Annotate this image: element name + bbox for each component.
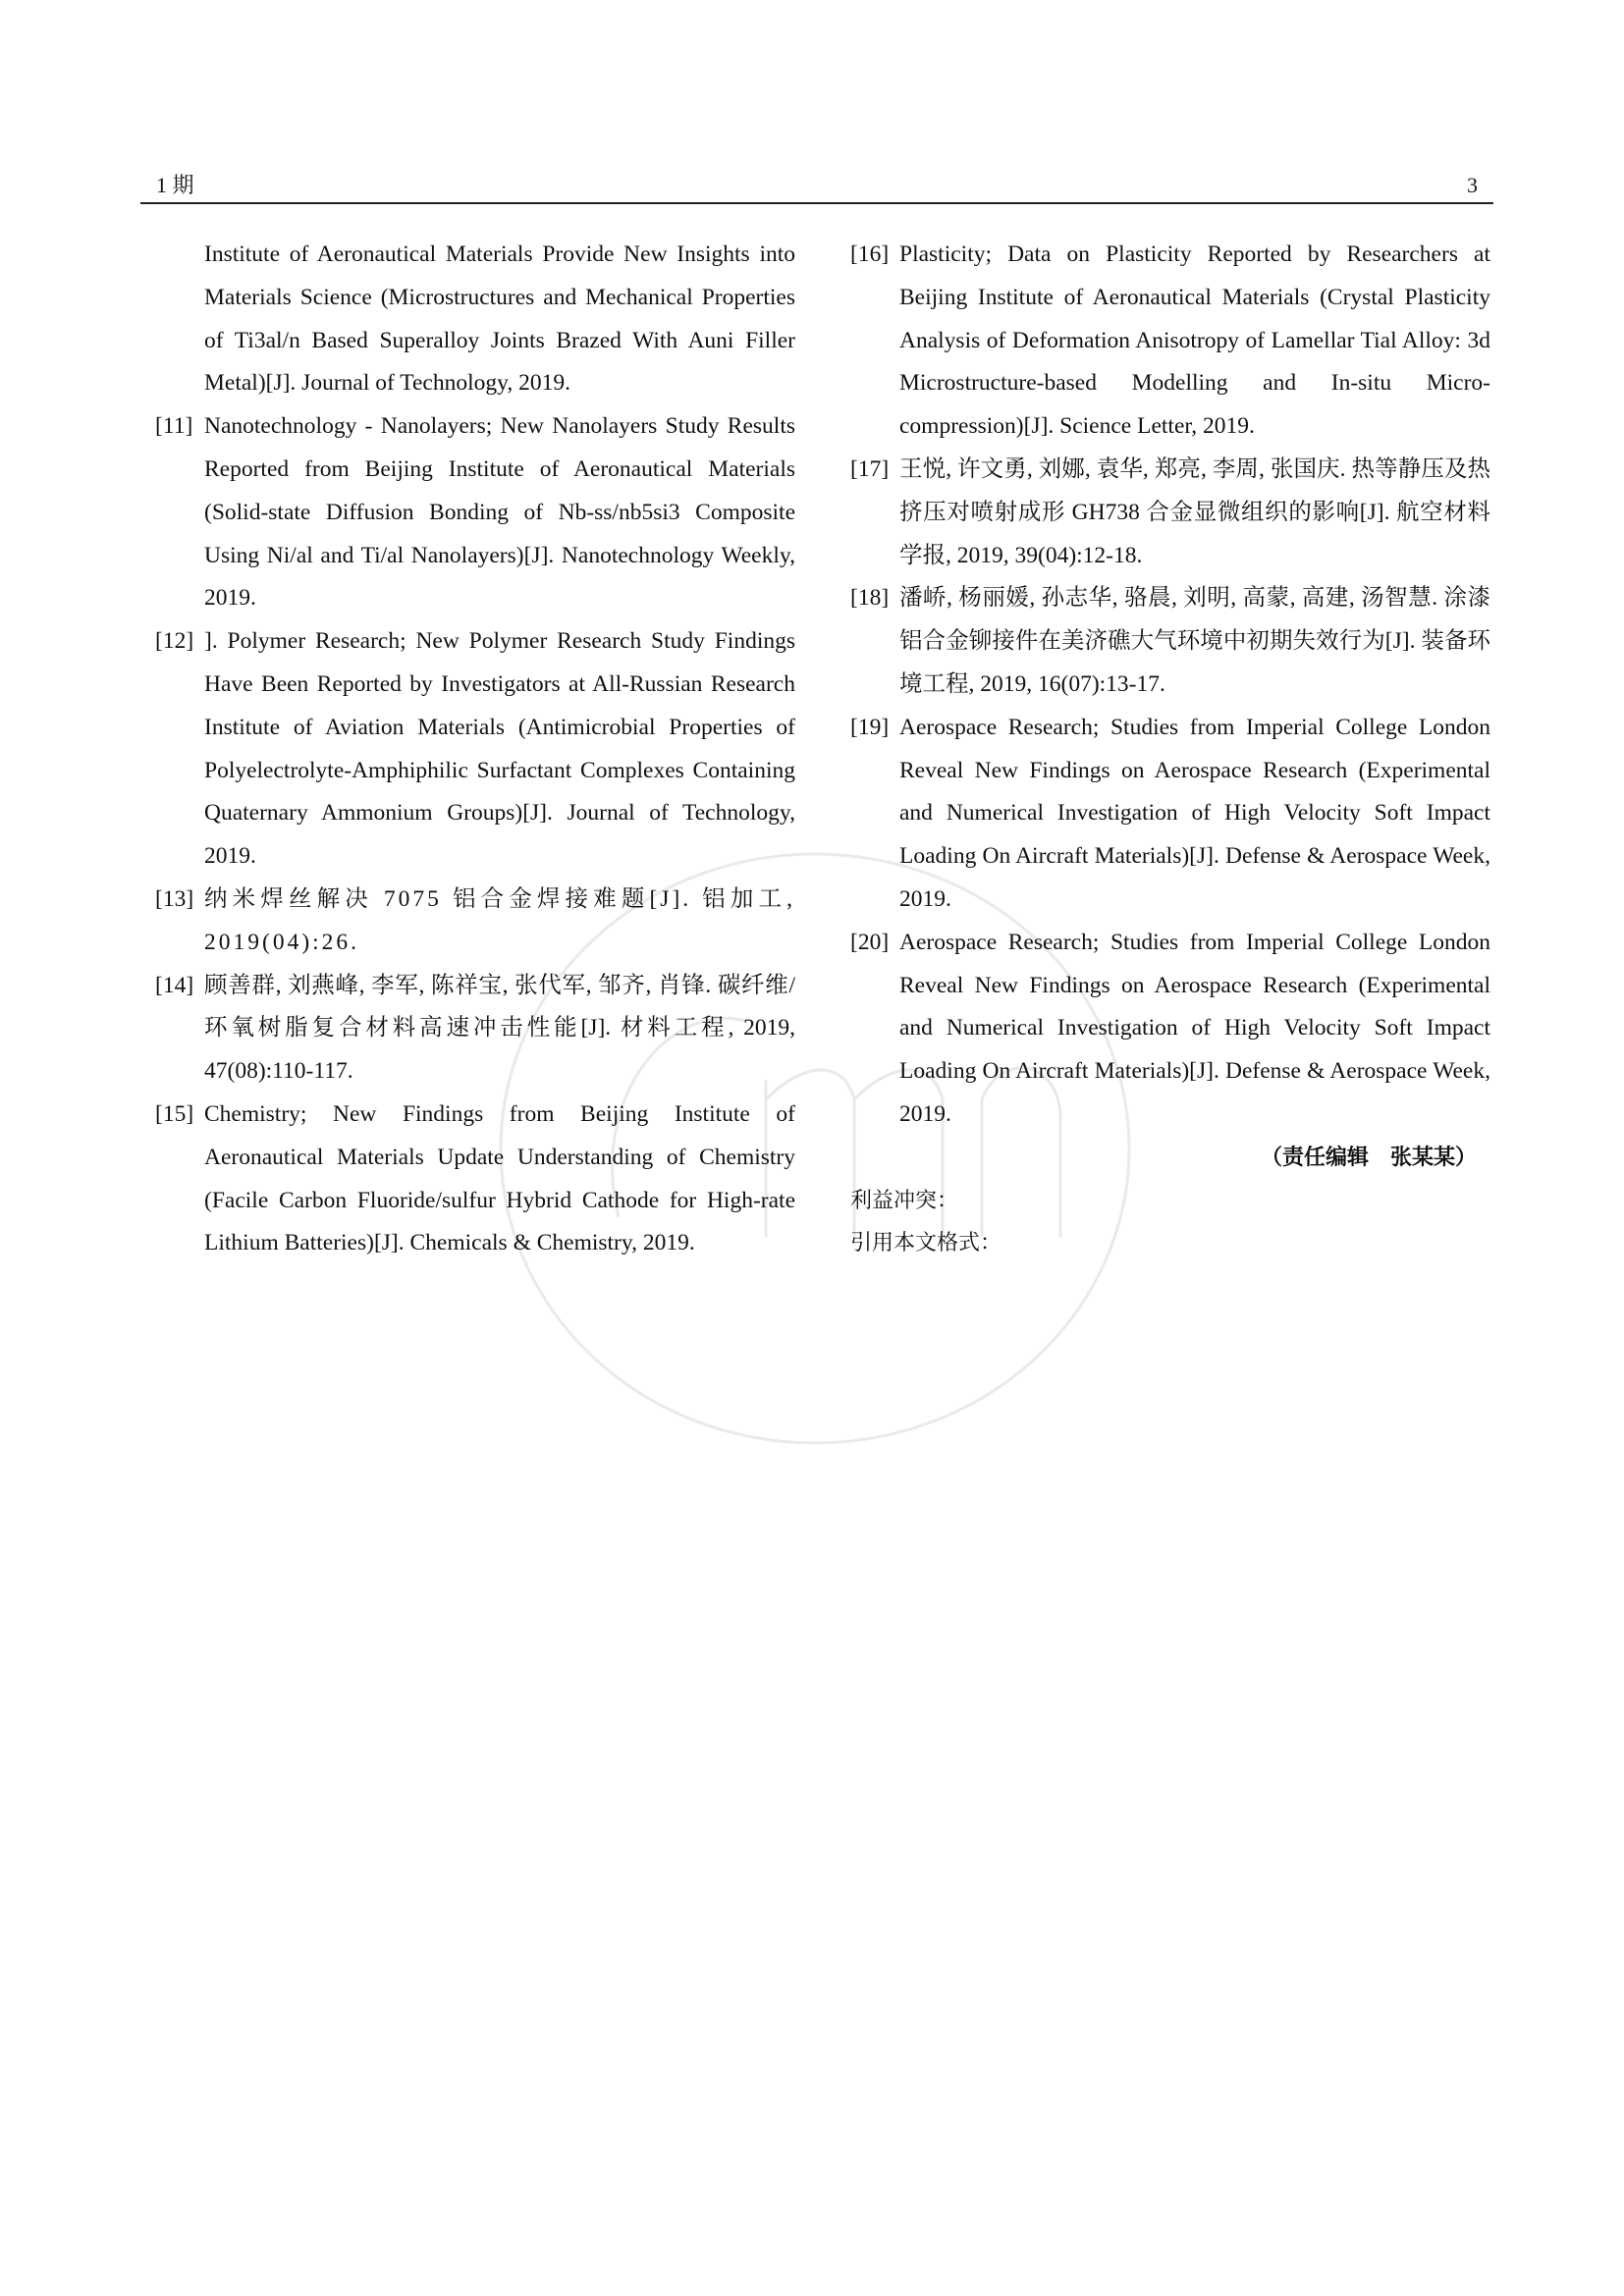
reference-item (147, 1094, 795, 1265)
reference-item (147, 965, 795, 1094)
reference-text: Plasticity; Data on Plasticity Reported by Researchers at Beijing Institute of Aeronautical Materials (Crystal Plasticity Analysis of Deformation Anisotropy of Lamellar Tial Alloy: 3d Microstructure-based Modelling and In-situ Micro-compression)[J]. Science Letter, 2019. (899, 241, 1490, 440)
conflict-of-interest-label: 利益冲突： (850, 1188, 959, 1213)
reference-text: Aerospace Research; Studies from Imperial College London Reveal New Findings on Aerospace Research (Experimental and Numerical Investigation of High Velocity Soft Impact Loading On Aircraft Materials)[J]. Defense & Aerospace Week, 2019. (899, 714, 1490, 912)
citation-format-label: 引用本文格式： (850, 1231, 1002, 1256)
reference-text: 王悦, 许文勇, 刘娜, 袁华, 郑亮, 李周, 张国庆. 热等静压及热挤压对喷射成形 GH738 合金显微组织的影响[J]. 航空材料学报, 2019, 39(04):12-18. (899, 455, 1490, 568)
reference-number: [19] (850, 714, 890, 740)
reference-number: [17] (850, 455, 890, 482)
reference-number: [12] (155, 628, 194, 655)
reference-text: Chemistry; New Findings from Beijing Institute of Aeronautical Materials Update Understanding of Chemistry (Facile Carbon Fluoride/sulfur Hybrid Cathode for High-rate Lithium Batteries)[J]. Chemicals & Chemistry, 2019. (204, 1100, 795, 1256)
reference-continuation (147, 234, 795, 405)
responsible-editor: （责任编辑 张某某） (1260, 1145, 1477, 1170)
reference-item (842, 234, 1490, 449)
reference-number: [14] (155, 972, 194, 998)
reference-number: [16] (850, 241, 890, 267)
reference-item (842, 707, 1490, 922)
reference-item (842, 449, 1490, 577)
reference-number: [18] (850, 585, 890, 612)
reference-text: Institute of Aeronautical Materials Provide New Insights into Materials Science (Microstructures and Mechanical Properties of Ti3al/n Based Superalloy Joints Brazed With Auni Filler Metal)[J]. Journal of Technology, 2019. (204, 241, 795, 397)
reference-item (147, 405, 795, 620)
reference-item (147, 620, 795, 879)
left-column (147, 234, 795, 1265)
reference-item (842, 922, 1490, 1137)
reference-number: [13] (155, 885, 194, 912)
reference-text: 潘峤, 杨丽媛, 孙志华, 骆晨, 刘明, 高蒙, 高建, 汤智慧. 涂漆铝合金铆接件在美济礁大气环境中初期失效行为[J]. 装备环境工程, 2019, 16(07):13-17. (899, 585, 1490, 697)
issue-label: 1 期 (156, 173, 194, 197)
right-column (842, 234, 1490, 1265)
reference-number: [20] (850, 929, 890, 955)
header-rule (140, 202, 1493, 204)
reference-text: Nanotechnology - Nanolayers; New Nanolayers Study Results Reported from Beijing Institute of Aeronautical Materials (Solid-state Diffusion Bonding of Nb-ss/nb5si3 Composite Using Ni/al and Ti/al Nanolayers)[J]. Nanotechnology Weekly, 2019. (204, 413, 795, 612)
reference-text: ]. Polymer Research; New Polymer Research Study Findings Have Been Reported by Investigators at All-Russian Research Institute of Aviation Materials (Antimicrobial Properties of Polyelectrolyte-Amphiphilic Surfactant Complexes Containing Quaternary Ammonium Groups)[J]. Journal of Technology, 2019. (204, 628, 795, 870)
reference-number: [15] (155, 1100, 194, 1127)
reference-number: [11] (155, 413, 193, 440)
reference-item (842, 577, 1490, 706)
running-header (140, 169, 1493, 202)
page-number: 3 (1467, 173, 1478, 197)
reference-text: 顾善群, 刘燕峰, 李军, 陈祥宝, 张代军, 邹齐, 肖锋. 碳纤维/环氧树脂复合材料高速冲击性能[J]. 材料工程, 2019, 47(08):110-117. (204, 972, 795, 1085)
reference-item (147, 879, 795, 965)
reference-text: Aerospace Research; Studies from Imperial College London Reveal New Findings on Aerospace Research (Experimental and Numerical Investigation of High Velocity Soft Impact Loading On Aircraft Materials)[J]. Defense & Aerospace Week, 2019. (899, 929, 1490, 1127)
reference-text: 纳米焊丝解决 7075 铝合金焊接难题[J]. 铝加工, 2019(04):26. (204, 885, 795, 955)
